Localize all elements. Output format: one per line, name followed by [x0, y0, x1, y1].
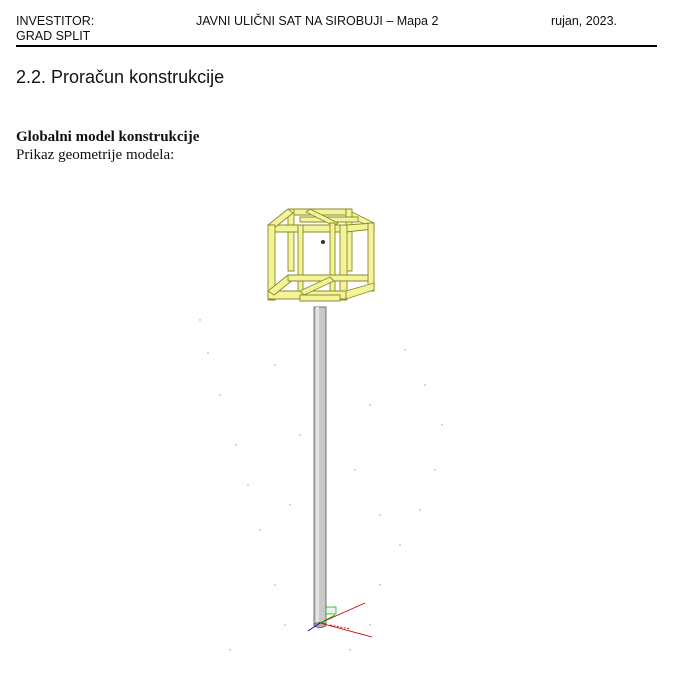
header-divider — [16, 45, 657, 47]
document-date: rujan, 2023. — [551, 14, 618, 28]
investor-label: INVESTITOR: — [16, 14, 95, 28]
structure-model-figure — [180, 195, 480, 665]
project-title: JAVNI ULIČNI SAT NA SIROBUJI – Mapa 2 — [196, 14, 439, 28]
frame-node — [321, 240, 325, 244]
section-title: 2.2. Proračun konstrukcije — [16, 67, 225, 87]
clock-frame-cube — [268, 209, 374, 301]
investor-name: GRAD SPLIT — [16, 29, 91, 43]
figure-caption: Prikaz geometrije modela: — [16, 147, 175, 163]
header-investor — [16, 14, 94, 44]
subheading: Globalni model konstrukcije — [16, 129, 200, 145]
column-pole — [314, 307, 326, 628]
